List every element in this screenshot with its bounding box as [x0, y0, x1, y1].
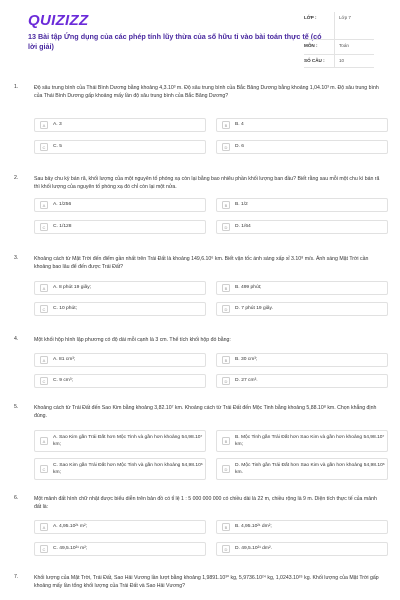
option-text: B. 4,95.10²¹ dm²;	[235, 524, 272, 530]
meta-table	[304, 12, 374, 68]
option-text: A. 1/256	[53, 202, 72, 208]
option-text: C. 9 cm³;	[53, 378, 73, 384]
option-letter-box: D	[222, 143, 230, 151]
meta-row-count	[304, 55, 374, 68]
answer-option[interactable]	[216, 140, 388, 154]
answer-option[interactable]	[216, 281, 388, 295]
option-text: C. 10 phút;	[53, 306, 77, 312]
option-letter-box: B	[222, 284, 230, 292]
option-text: D. 6	[235, 144, 244, 150]
option-text: C. Sao Kim gần Trái Đất hơn Mộc Tinh và gần hơn khoảng 54,98.10⁶ km;	[53, 462, 203, 475]
answer-option[interactable]	[34, 458, 206, 480]
subject-value: Toán	[334, 40, 374, 54]
option-letter-box: A	[40, 121, 48, 129]
question-text: Một khối hộp hình lập phương có độ dài mỗi cạnh là 3 cm. Thể tích khối hộp đó bằng:	[34, 337, 231, 343]
answer-option[interactable]	[216, 118, 388, 132]
option-letter-box: B	[222, 437, 230, 445]
answer-option[interactable]	[34, 430, 206, 452]
answer-option[interactable]	[216, 520, 388, 534]
question-number: 5.	[14, 404, 19, 410]
option-text: D. Mộc Tinh gần Trái Đất hơn Sao Kim và gần hơn khoảng 54,98.10⁶ km.	[235, 462, 385, 475]
answer-option[interactable]	[216, 302, 388, 316]
question-text: Một mảnh đất hình chữ nhật được biểu diễn trên bản đồ có tỉ lệ 1 : 5 000 000 000 có chiều dài là 22 m, chiều rộng là 9 m. Diện tích thực tế của mảnh đất là:	[34, 496, 377, 511]
option-letter-box: C	[40, 545, 48, 553]
question-number: 7.	[14, 574, 19, 580]
answer-option[interactable]	[34, 220, 206, 234]
option-letter-box: A	[40, 201, 48, 209]
option-text: B. 1/2	[235, 202, 248, 208]
option-text: B. 30 cm³;	[235, 357, 258, 363]
option-letter-box: C	[40, 465, 48, 473]
option-text: B. 4	[235, 122, 244, 128]
worksheet-title: 13 Bài tập Ứng dụng của các phép tính lũy thừa của số hữu tỉ vào bài toán thực tế (có lời giải)	[28, 32, 322, 51]
answer-option[interactable]	[34, 281, 206, 295]
question-text: Khoảng cách từ Trái Đất đến Sao Kim bằng khoảng 3,82.10⁷ km. Khoảng cách từ Trái Đất đến Mộc Tinh bằng khoảng 5,88.10⁸ km. Chọn khẳng định đúng.	[34, 405, 377, 420]
option-letter-box: B	[222, 201, 230, 209]
question-number: 2.	[14, 175, 19, 181]
option-letter-box: B	[222, 523, 230, 531]
answer-option[interactable]	[34, 302, 206, 316]
option-letter-box: A	[40, 356, 48, 364]
option-text: C. 49,5.10²¹ m²;	[53, 546, 88, 552]
option-text: A. 81 cm³;	[53, 357, 76, 363]
meta-row-class	[304, 12, 374, 40]
class-value: Lớp 7	[334, 12, 374, 39]
option-letter-box: D	[222, 377, 230, 385]
option-letter-box: A	[40, 437, 48, 445]
question-number: 4.	[14, 336, 19, 342]
question-text: Độ sâu trung bình của Thái Bình Dương bằng khoảng 4,3.10³ m. Độ sâu trung bình của Bắc Băng Dương bằng khoảng 1,04.10³ m. Độ sâu trung bình của Thái Bình Dương gấp khoảng mấy lần độ sâu trung bình của Bắc Băng Dương?	[34, 85, 379, 100]
answer-option[interactable]	[34, 374, 206, 388]
question-text: Khối lượng của Mặt Trời, Trái Đất, Sao Hải Vương lần lượt bằng khoảng 1,9891.10³⁰ kg, 5,9736.10²⁴ kg, 1,0243.10²⁶ kg. Khối lượng của Mặt Trời gấp khoảng mấy lần tổng khối lượng của Trái Đất và Sao Hải Vương?	[34, 575, 379, 590]
option-text: B. 499 phút;	[235, 285, 262, 291]
answer-option[interactable]	[34, 542, 206, 556]
option-text: A. 8 phút 19 giây;	[53, 285, 92, 291]
answer-option[interactable]	[34, 118, 206, 132]
answer-option[interactable]	[216, 374, 388, 388]
worksheet-header	[14, 0, 386, 70]
option-text: C. 1/128	[53, 224, 72, 230]
option-text: D. 1/64	[235, 224, 251, 230]
option-letter-box: C	[40, 143, 48, 151]
answer-option[interactable]	[34, 198, 206, 212]
answer-option[interactable]	[216, 458, 388, 480]
answer-option[interactable]	[34, 353, 206, 367]
count-label: SỐ CÂU :	[304, 58, 325, 63]
option-letter-box: C	[40, 223, 48, 231]
question-number: 3.	[14, 255, 19, 261]
question-text: Sau bảy chu kỳ bán rã, khối lượng của một nguyên tố phóng xạ còn lại bằng bao nhiêu phần khối lượng ban đầu? Biết rằng sau mỗi một chu kì bán rã thì khối lượng của nguyên tố phóng xạ đó chỉ còn lại một nửa.	[34, 176, 380, 191]
answer-option[interactable]	[216, 220, 388, 234]
option-letter-box: A	[40, 523, 48, 531]
option-letter-box: A	[40, 284, 48, 292]
answer-option[interactable]	[216, 542, 388, 556]
meta-row-subject	[304, 40, 374, 55]
answer-option[interactable]	[216, 198, 388, 212]
option-text: B. Mộc Tinh gần Trái Đất hơn Sao Kim và gần hơn khoảng 54,98.10⁷ km;	[235, 434, 385, 447]
quizizz-logo: QUIZIZZ	[28, 12, 89, 29]
answer-option[interactable]	[34, 140, 206, 154]
answer-option[interactable]	[216, 353, 388, 367]
option-letter-box: B	[222, 121, 230, 129]
option-letter-box: D	[222, 465, 230, 473]
count-value: 10	[334, 55, 374, 67]
subject-label: MÔN :	[304, 43, 318, 48]
option-letter-box: B	[222, 356, 230, 364]
class-label: LỚP :	[304, 15, 317, 20]
option-letter-box: D	[222, 305, 230, 313]
question-number: 1.	[14, 84, 19, 90]
answer-option[interactable]	[34, 520, 206, 534]
question-text: Khoảng cách từ Mặt Trời đến điểm gần nhất trên Trái Đất là khoảng 149,6.10⁶ km. Biết vận tốc ánh sáng xấp xỉ 3.10⁸ m/s. Ánh sáng Mặt Trời cần khoảng bao lâu để đến được Trái Đất?	[34, 256, 369, 271]
option-text: A. 4,95.10²¹ m²;	[53, 524, 87, 530]
option-text: D. 27 cm³.	[235, 378, 258, 384]
option-letter-box: C	[40, 377, 48, 385]
option-letter-box: D	[222, 545, 230, 553]
option-text: A. 3	[53, 122, 62, 128]
option-text: D. 49,5.10²¹ dm².	[235, 546, 272, 552]
option-letter-box: D	[222, 223, 230, 231]
option-text: C. 5	[53, 144, 62, 150]
question-number: 6.	[14, 495, 19, 501]
option-text: D. 7 phút 19 giây.	[235, 306, 273, 312]
option-text: A. Sao Kim gần Trái Đất hơn Mộc Tinh và gần hơn khoảng 54,98.10⁷ km;	[53, 434, 203, 447]
option-letter-box: C	[40, 305, 48, 313]
answer-option[interactable]	[216, 430, 388, 452]
